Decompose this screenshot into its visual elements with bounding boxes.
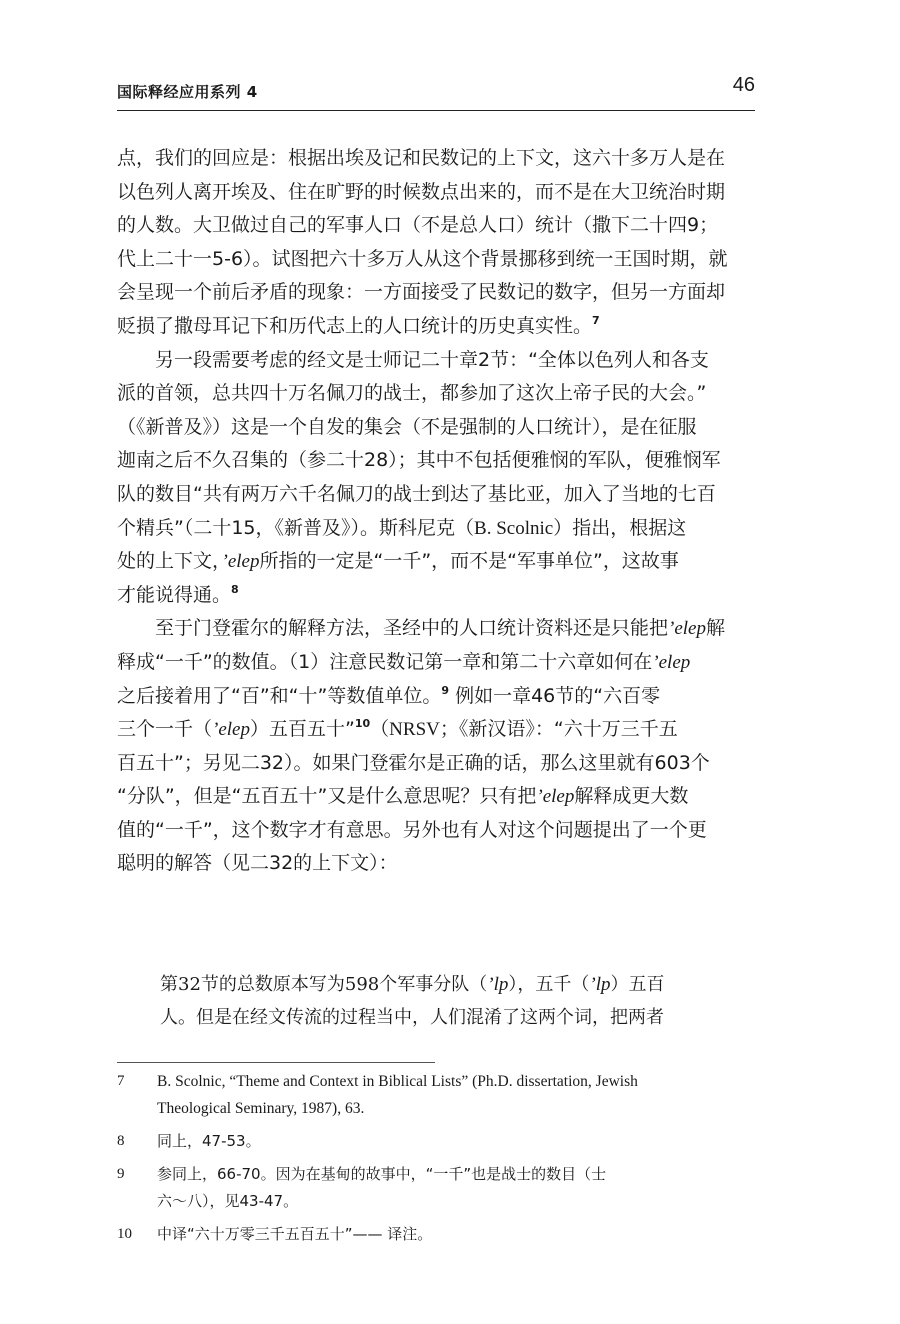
footnotes <box>117 1068 755 1254</box>
text-line: 的人数。大卫做过自己的军事人口（不是总人口）统计（撒下二十四9； <box>117 214 719 237</box>
hebrew-term: ’elep <box>668 618 706 640</box>
text-segment: ）五百 <box>610 974 665 995</box>
text-segment: ）指出，根据这 <box>553 516 687 539</box>
text-segment: 释成“一千”的数值。（1）注意民数记第一章和第二十六章如何在 <box>117 650 653 673</box>
version-abbrev: NRSV <box>389 719 440 741</box>
footnote-line: 六～八），见43-47。 <box>157 1192 299 1210</box>
page-number: 46 <box>732 74 755 96</box>
footnote-line: 同上，47-53。 <box>157 1132 261 1150</box>
footnote-7 <box>117 1068 755 1122</box>
quote-line: 人。但是在经文传流的过程当中，人们混淆了这两个词，把两者 <box>160 1007 664 1028</box>
footnote-number: 8 <box>117 1133 125 1149</box>
block-quote <box>160 968 720 1034</box>
text-segment: 第32节的总数原本写为598个军事分队（ <box>160 974 488 995</box>
footnote-text <box>157 1128 755 1155</box>
text-segment: 所指的一定是“一千”，而不是“军事单位”，这故事 <box>259 550 679 573</box>
text-line <box>117 310 755 344</box>
footnote-number: 9 <box>117 1166 125 1182</box>
text-segment: （ <box>370 718 390 741</box>
text-line <box>117 780 755 814</box>
running-header <box>117 74 755 111</box>
running-title: 国际释经应用系列 4 <box>117 83 258 101</box>
text-line: 迦南之后不久召集的（参二十28）；其中不包括便雅悯的军队，便雅悯军 <box>117 449 721 472</box>
text-line: 聪明的解答（见二32的上下文）： <box>117 852 398 875</box>
text-segment: 三个一千（ <box>117 718 213 741</box>
footnote-line: 中译“六十万零三千五百五十”—— 译注。 <box>157 1225 433 1243</box>
text-line <box>117 545 755 579</box>
main-text <box>117 142 755 881</box>
text-line: 派的首领，总共四十万名佩刀的战士，都参加了这次上帝子民的大会。” <box>117 382 707 405</box>
text-line <box>117 579 755 613</box>
paragraph-3 <box>117 612 755 881</box>
text-line: 会呈现一个前后矛盾的现象：一方面接受了民数记的数字，但另一方面却 <box>117 281 726 304</box>
text-segment: “分队”，但是“五百五十”又是什么意思呢？只有把 <box>117 785 537 808</box>
text-line: 以色列人离开埃及、住在旷野的时候数点出来的，而不是在大卫统治时期 <box>117 180 726 203</box>
hebrew-term: ’elep <box>221 551 260 573</box>
footnote-8 <box>117 1128 755 1155</box>
footnote-divider <box>117 1062 435 1063</box>
text-segment: 之后接着用了“百”和“十”等数值单位。 <box>117 684 442 707</box>
text-line <box>117 512 755 546</box>
text-line: 值的“一千”，这个数字才有意思。另外也有人对这个问题提出了一个更 <box>117 818 707 841</box>
hebrew-term: ’lp <box>589 974 611 995</box>
text-segment: 解释成更大数 <box>574 785 689 808</box>
footnote-number: 7 <box>117 1073 125 1089</box>
text-segment: 处的上下文， <box>117 550 222 573</box>
footnote-ref-9[interactable]: 9 <box>441 683 450 697</box>
text-segment: 解 <box>706 617 726 640</box>
text-segment: ）五百五十” <box>250 718 355 741</box>
text-segment: 贬损了撒母耳记下和历代志上的人口统计的历史真实性。 <box>117 314 593 337</box>
footnote-line: 参同上，66-70。因为在基甸的故事中，“一千”也是战士的数目（士 <box>157 1165 607 1183</box>
hebrew-term: ’elep <box>652 651 691 673</box>
text-segment: ），五千（ <box>508 974 590 995</box>
text-segment: 个精兵”（二十15，《新普及》）。斯科尼克（ <box>117 516 475 539</box>
footnote-text <box>157 1221 755 1248</box>
text-line <box>117 680 755 714</box>
footnote-ref-7[interactable]: 7 <box>592 313 600 327</box>
footnote-ref-10[interactable]: 10 <box>354 717 371 731</box>
text-segment: 至于门登霍尔的解释方法，圣经中的人口统计资料还是只能把 <box>155 617 669 640</box>
text-line <box>117 646 755 680</box>
text-segment: ；《新汉语》：“六十万三千五 <box>439 718 678 741</box>
text-segment: 才能说得通。 <box>117 583 232 606</box>
text-line: （《新普及》）这是一个自发的集会（不是强制的人口统计），是在征服 <box>117 415 697 438</box>
footnote-text <box>157 1068 755 1122</box>
text-segment: 例如一章46节的“六百零 <box>449 684 661 707</box>
quote-line <box>160 968 720 1001</box>
hebrew-term: ’elep <box>212 719 250 741</box>
footnote-text <box>157 1161 755 1215</box>
text-line: 点，我们的回应是：根据出埃及记和民数记的上下文，这六十多万人是在 <box>117 147 726 169</box>
text-line <box>117 612 755 646</box>
footnote-ref-8[interactable]: 8 <box>231 582 239 596</box>
footnote-10 <box>117 1221 755 1248</box>
text-line: 代上二十一5-6）。试图把六十多万人从这个背景挪移到统一王国时期，就 <box>117 247 728 270</box>
hebrew-term: ’lp <box>487 974 509 995</box>
footnote-line: Theological Seminary, 1987), 63. <box>157 1100 365 1117</box>
text-line: 百五十”；另见二32）。如果门登霍尔是正确的话，那么这里就有603个 <box>117 751 710 774</box>
hebrew-term: ’elep <box>536 786 575 808</box>
text-line <box>117 713 755 747</box>
footnote-number: 10 <box>117 1226 132 1242</box>
text-line: 另一段需要考虑的经文是士师记二十章2节：“全体以色列人和各支 <box>155 348 709 371</box>
paragraph-2 <box>117 344 755 613</box>
footnote-9 <box>117 1161 755 1215</box>
paragraph-1 <box>117 142 755 344</box>
author-name: B. Scolnic <box>474 517 554 539</box>
text-line: 队的数目“共有两万六千名佩刀的战士到达了基比亚，加入了当地的七百 <box>117 482 716 505</box>
footnote-line: B. Scolnic, “Theme and Context in Biblical Lists” (Ph.D. dissertation, Jewish <box>157 1073 638 1090</box>
